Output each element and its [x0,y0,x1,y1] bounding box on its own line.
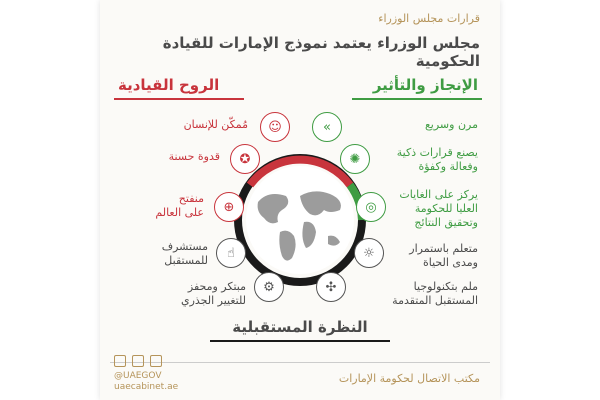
right-item-2: يصنع قرارات ذكية وفعالة وكفؤة [396,146,478,173]
brain-icon: ☼ [354,238,384,268]
target-icon: ◎ [356,192,386,222]
footer-handle[interactable]: @UAEGOV [114,371,162,381]
footer-social [114,355,178,393]
section-title-achievement: الإنجاز والتأثير [372,76,478,94]
twitter-icon[interactable] [150,355,162,367]
star-badge-icon: ✪ [230,144,260,174]
header-title: مجلس الوزراء يعتمد نموذج الإمارات للقيادة الحكومية [162,34,480,70]
green-underline [352,98,482,100]
left-item-2: قدوة حسنة [168,150,220,163]
circuit-icon: ✣ [316,272,346,302]
right-item-4: متعلم باستمرار ومدى الحياة [409,242,478,269]
section-title-future: النظرة المستقبلية [232,318,368,336]
hand-pointer-icon: ☝ [216,238,246,268]
lightbulb-icon: ✺ [340,144,370,174]
footer-office: مكتب الاتصال لحكومة الإمارات [338,372,480,385]
instagram-icon[interactable] [114,355,126,367]
youtube-icon[interactable] [132,355,144,367]
left-item-4: مستشرف للمستقبل [161,240,208,267]
section-title-leadership: الروح القيادية [118,76,220,94]
right-item-1: مرن وسريع [424,118,478,131]
right-item-3: يركز على الغايات العليا للحكومة وتحقيق النتائج [399,188,478,229]
gear-icon: ⚙ [254,272,284,302]
left-item-1: مُمكّن للإنسان [183,118,248,131]
right-item-5: ملم بتكنولوجيا المستقبل المتقدمة [392,280,478,307]
footer-site[interactable]: uaecabinet.ae [114,382,179,392]
fast-forward-icon: » [312,112,342,142]
infographic-card [100,0,500,400]
red-underline [114,98,244,100]
black-underline [210,340,390,342]
left-item-5: مبتكر ومحفز للتغيير الجذري [180,280,246,307]
people-icon: ☺ [260,112,290,142]
header-kicker: قرارات مجلس الوزراء [378,12,480,25]
globe-icon: ⊕ [214,192,244,222]
left-item-3: منفتح على العالم [155,192,204,219]
